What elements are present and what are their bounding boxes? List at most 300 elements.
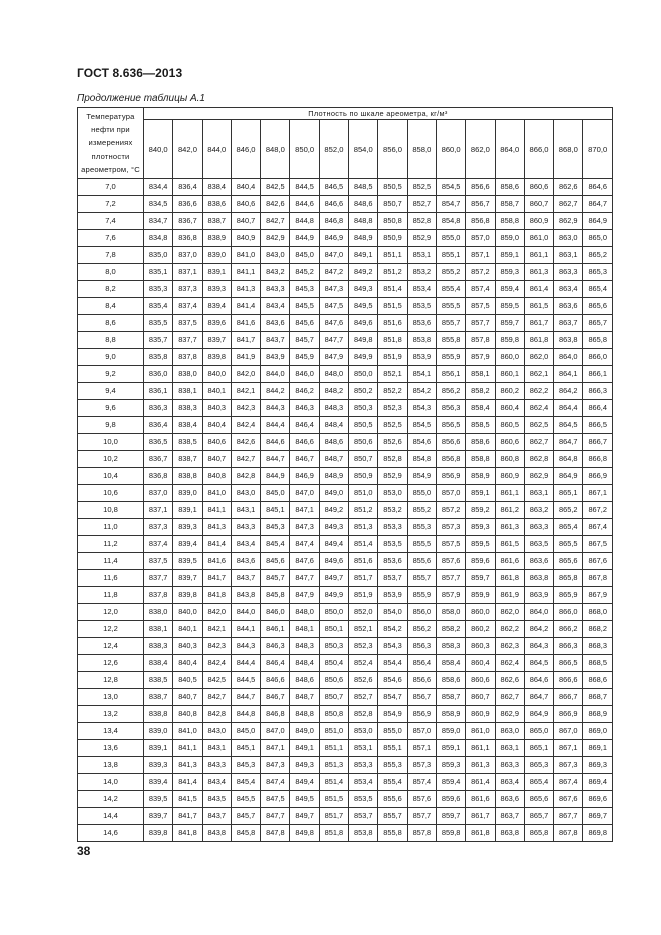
density-column-header: 844,0 [202, 120, 231, 179]
density-cell: 855,4 [436, 281, 465, 298]
density-cell: 851,6 [349, 553, 378, 570]
table-row [78, 434, 613, 451]
density-cell: 857,8 [466, 332, 495, 349]
density-column-header: 852,0 [319, 120, 348, 179]
density-cell: 863,1 [524, 485, 553, 502]
density-cell: 837,7 [144, 570, 173, 587]
density-cell: 863,8 [495, 825, 524, 842]
density-cell: 844,1 [231, 621, 260, 638]
density-cell: 869,8 [583, 825, 612, 842]
density-cell: 858,7 [436, 689, 465, 706]
temperature-cell: 11,0 [78, 519, 144, 536]
table-row [78, 332, 613, 349]
density-group-header: Плотность по шкале ареометра, кг/м³ [144, 108, 613, 120]
density-cell: 859,3 [466, 519, 495, 536]
density-cell: 851,5 [378, 298, 407, 315]
density-cell: 842,7 [261, 213, 290, 230]
density-cell: 848,9 [349, 230, 378, 247]
density-cell: 838,1 [173, 383, 202, 400]
density-cell: 852,5 [407, 179, 436, 196]
density-cell: 859,4 [495, 281, 524, 298]
density-cell: 865,0 [583, 230, 612, 247]
density-cell: 843,8 [231, 587, 260, 604]
density-cell: 843,1 [202, 740, 231, 757]
density-cell: 865,4 [524, 774, 553, 791]
density-cell: 837,0 [173, 247, 202, 264]
density-cell: 849,9 [319, 587, 348, 604]
density-cell: 846,8 [319, 213, 348, 230]
density-cell: 859,8 [436, 825, 465, 842]
density-cell: 846,0 [290, 366, 319, 383]
density-cell: 857,9 [466, 349, 495, 366]
density-cell: 856,2 [407, 621, 436, 638]
density-cell: 844,4 [231, 655, 260, 672]
density-cell: 865,0 [524, 723, 553, 740]
density-cell: 868,6 [583, 672, 612, 689]
density-cell: 841,0 [231, 247, 260, 264]
density-cell: 838,5 [144, 672, 173, 689]
temperature-cell: 10,6 [78, 485, 144, 502]
density-cell: 857,6 [407, 791, 436, 808]
density-cell: 857,4 [466, 281, 495, 298]
density-cell: 866,7 [554, 689, 583, 706]
density-cell: 840,3 [202, 400, 231, 417]
temperature-cell: 9,8 [78, 417, 144, 434]
density-cell: 845,0 [261, 485, 290, 502]
density-cell: 838,3 [144, 638, 173, 655]
density-cell: 858,2 [436, 621, 465, 638]
density-cell: 861,9 [495, 587, 524, 604]
density-cell: 858,6 [466, 434, 495, 451]
density-cell: 859,7 [495, 315, 524, 332]
density-cell: 853,7 [378, 570, 407, 587]
density-cell: 851,8 [378, 332, 407, 349]
density-cell: 857,1 [407, 740, 436, 757]
density-cell: 838,6 [202, 196, 231, 213]
density-cell: 868,7 [583, 689, 612, 706]
density-cell: 861,1 [495, 485, 524, 502]
density-cell: 855,0 [407, 485, 436, 502]
density-cell: 862,6 [495, 672, 524, 689]
density-cell: 850,2 [349, 383, 378, 400]
density-cell: 852,7 [407, 196, 436, 213]
temperature-cell: 10,8 [78, 502, 144, 519]
density-cell: 869,4 [583, 774, 612, 791]
temperature-cell: 13,4 [78, 723, 144, 740]
density-cell: 863,6 [495, 791, 524, 808]
density-cell: 840,6 [202, 434, 231, 451]
density-cell: 850,9 [349, 468, 378, 485]
density-cell: 869,1 [583, 740, 612, 757]
density-cell: 862,9 [524, 468, 553, 485]
density-cell: 845,4 [231, 774, 260, 791]
density-cell: 838,7 [202, 213, 231, 230]
density-cell: 848,0 [319, 366, 348, 383]
density-cell: 862,1 [524, 366, 553, 383]
density-cell: 869,6 [583, 791, 612, 808]
temperature-cell: 7,6 [78, 230, 144, 247]
density-cell: 839,8 [144, 825, 173, 842]
density-cell: 854,8 [436, 213, 465, 230]
density-cell: 845,3 [261, 519, 290, 536]
density-cell: 857,2 [436, 502, 465, 519]
table-row [78, 281, 613, 298]
density-cell: 865,1 [554, 485, 583, 502]
density-cell: 839,3 [144, 757, 173, 774]
density-cell: 859,6 [436, 791, 465, 808]
density-cell: 860,6 [495, 434, 524, 451]
density-cell: 853,2 [378, 502, 407, 519]
density-cell: 842,7 [202, 689, 231, 706]
density-cell: 846,6 [290, 434, 319, 451]
table-row [78, 604, 613, 621]
density-cell: 864,6 [583, 179, 612, 196]
table-row [78, 553, 613, 570]
density-cell: 859,5 [466, 536, 495, 553]
density-cell: 859,2 [466, 502, 495, 519]
density-cell: 863,0 [495, 723, 524, 740]
density-cell: 858,4 [436, 655, 465, 672]
table-row [78, 383, 613, 400]
density-cell: 847,7 [261, 808, 290, 825]
temperature-cell: 13,8 [78, 757, 144, 774]
density-cell: 847,1 [290, 502, 319, 519]
density-cell: 866,3 [554, 638, 583, 655]
density-cell: 839,0 [173, 485, 202, 502]
density-cell: 867,6 [554, 791, 583, 808]
density-cell: 867,8 [554, 825, 583, 842]
density-cell: 850,6 [319, 672, 348, 689]
density-cell: 845,4 [261, 536, 290, 553]
density-cell: 840,6 [231, 196, 260, 213]
density-cell: 855,4 [378, 774, 407, 791]
density-cell: 858,2 [466, 383, 495, 400]
density-cell: 839,5 [144, 791, 173, 808]
temperature-cell: 10,0 [78, 434, 144, 451]
density-cell: 861,0 [524, 230, 553, 247]
density-cell: 845,0 [231, 723, 260, 740]
density-cell: 844,9 [261, 468, 290, 485]
density-cell: 837,8 [144, 587, 173, 604]
density-cell: 861,4 [524, 281, 553, 298]
density-cell: 860,2 [495, 383, 524, 400]
density-cell: 862,0 [495, 604, 524, 621]
density-cell: 848,9 [319, 468, 348, 485]
density-cell: 865,8 [583, 332, 612, 349]
density-cell: 853,2 [407, 264, 436, 281]
density-cell: 855,7 [436, 315, 465, 332]
density-cell: 848,3 [290, 638, 319, 655]
density-cell: 836,5 [144, 434, 173, 451]
density-cell: 847,6 [319, 315, 348, 332]
density-cell: 834,4 [144, 179, 173, 196]
temperature-cell: 10,2 [78, 451, 144, 468]
temperature-cell: 7,0 [78, 179, 144, 196]
density-cell: 865,6 [554, 553, 583, 570]
density-cell: 863,8 [554, 332, 583, 349]
density-cell: 867,9 [583, 587, 612, 604]
table-row [78, 638, 613, 655]
density-cell: 861,6 [466, 791, 495, 808]
density-cell: 869,3 [583, 757, 612, 774]
density-cell: 838,7 [144, 689, 173, 706]
density-cell: 867,1 [554, 740, 583, 757]
density-cell: 856,5 [436, 417, 465, 434]
density-cell: 843,6 [261, 315, 290, 332]
density-cell: 842,4 [231, 417, 260, 434]
density-cell: 841,6 [231, 315, 260, 332]
density-cell: 849,1 [290, 740, 319, 757]
density-cell: 860,6 [466, 672, 495, 689]
density-cell: 852,3 [378, 400, 407, 417]
density-cell: 843,4 [261, 298, 290, 315]
temperature-cell: 8,8 [78, 332, 144, 349]
density-cell: 860,8 [495, 451, 524, 468]
density-cell: 837,8 [173, 349, 202, 366]
density-cell: 858,8 [466, 451, 495, 468]
density-cell: 845,6 [290, 315, 319, 332]
density-cell: 866,0 [583, 349, 612, 366]
page-number: 38 [77, 844, 91, 858]
density-cell: 866,9 [554, 706, 583, 723]
density-cell: 861,8 [524, 332, 553, 349]
density-cell: 836,7 [144, 451, 173, 468]
density-cell: 850,0 [349, 366, 378, 383]
density-cell: 864,5 [524, 655, 553, 672]
density-cell: 853,5 [349, 791, 378, 808]
density-cell: 836,8 [144, 468, 173, 485]
density-cell: 838,8 [144, 706, 173, 723]
density-cell: 845,6 [261, 553, 290, 570]
density-cell: 840,3 [173, 638, 202, 655]
density-cell: 858,8 [495, 213, 524, 230]
density-cell: 846,6 [261, 672, 290, 689]
density-cell: 837,3 [144, 519, 173, 536]
density-cell: 863,7 [554, 315, 583, 332]
density-cell: 856,7 [466, 196, 495, 213]
density-cell: 861,3 [495, 519, 524, 536]
density-cell: 843,0 [202, 723, 231, 740]
density-cell: 845,1 [231, 740, 260, 757]
temperature-cell: 13,2 [78, 706, 144, 723]
density-cell: 836,7 [173, 213, 202, 230]
density-cell: 842,8 [231, 468, 260, 485]
density-cell: 849,5 [349, 298, 378, 315]
density-cell: 839,1 [144, 740, 173, 757]
temperature-cell: 9,0 [78, 349, 144, 366]
table-caption: Продолжение таблицы А.1 [77, 93, 205, 104]
density-cell: 861,8 [466, 825, 495, 842]
density-cell: 867,1 [583, 485, 612, 502]
density-cell: 846,0 [261, 604, 290, 621]
density-cell: 842,1 [202, 621, 231, 638]
table-row [78, 655, 613, 672]
density-cell: 838,0 [144, 604, 173, 621]
density-cell: 861,3 [524, 264, 553, 281]
density-cell: 845,8 [261, 587, 290, 604]
density-cell: 850,5 [378, 179, 407, 196]
density-cell: 855,2 [436, 264, 465, 281]
density-cell: 865,6 [524, 791, 553, 808]
density-cell: 850,3 [319, 638, 348, 655]
temperature-cell: 8,2 [78, 281, 144, 298]
density-cell: 843,4 [202, 774, 231, 791]
density-cell: 852,1 [349, 621, 378, 638]
density-cell: 864,0 [524, 604, 553, 621]
density-cell: 849,7 [319, 570, 348, 587]
density-cell: 847,7 [290, 570, 319, 587]
density-cell: 860,0 [466, 604, 495, 621]
density-cell: 850,3 [349, 400, 378, 417]
density-column-header: 864,0 [495, 120, 524, 179]
density-cell: 844,0 [261, 366, 290, 383]
density-cell: 860,1 [495, 366, 524, 383]
density-cell: 854,2 [407, 383, 436, 400]
density-cell: 857,6 [436, 553, 465, 570]
density-cell: 855,8 [436, 332, 465, 349]
temperature-cell: 9,4 [78, 383, 144, 400]
density-cell: 839,7 [202, 332, 231, 349]
density-cell: 845,7 [261, 570, 290, 587]
density-cell: 845,1 [261, 502, 290, 519]
density-cell: 868,9 [583, 706, 612, 723]
density-cell: 849,6 [349, 315, 378, 332]
density-cell: 857,5 [436, 536, 465, 553]
density-cell: 852,9 [378, 468, 407, 485]
density-cell: 863,6 [524, 553, 553, 570]
density-cell: 859,3 [495, 264, 524, 281]
density-cell: 856,6 [466, 179, 495, 196]
density-cell: 855,3 [378, 757, 407, 774]
density-cell: 866,3 [583, 383, 612, 400]
density-cell: 864,4 [554, 400, 583, 417]
density-cell: 838,9 [202, 230, 231, 247]
density-cell: 847,4 [261, 774, 290, 791]
density-cell: 841,4 [173, 774, 202, 791]
density-cell: 840,9 [231, 230, 260, 247]
density-cell: 852,2 [378, 383, 407, 400]
density-cell: 860,6 [524, 179, 553, 196]
density-cell: 851,4 [378, 281, 407, 298]
density-cell: 849,5 [290, 791, 319, 808]
density-cell: 865,4 [554, 519, 583, 536]
temperature-cell: 7,2 [78, 196, 144, 213]
temperature-cell: 11,2 [78, 536, 144, 553]
density-cell: 843,7 [231, 570, 260, 587]
density-cell: 848,6 [290, 672, 319, 689]
temperature-cell: 14,2 [78, 791, 144, 808]
density-cell: 836,1 [144, 383, 173, 400]
density-cell: 844,5 [290, 179, 319, 196]
density-cell: 857,0 [466, 230, 495, 247]
table-row [78, 672, 613, 689]
density-cell: 851,1 [319, 740, 348, 757]
density-cell: 839,3 [173, 519, 202, 536]
temperature-cell: 13,6 [78, 740, 144, 757]
density-cell: 843,3 [261, 281, 290, 298]
density-cell: 860,3 [466, 638, 495, 655]
density-cell: 852,6 [378, 434, 407, 451]
density-cell: 850,7 [319, 689, 348, 706]
density-cell: 850,8 [378, 213, 407, 230]
density-cell: 845,9 [290, 349, 319, 366]
density-cell: 843,8 [202, 825, 231, 842]
density-cell: 849,2 [319, 502, 348, 519]
density-cell: 857,1 [466, 247, 495, 264]
density-cell: 852,8 [349, 706, 378, 723]
density-cell: 855,9 [407, 587, 436, 604]
density-cell: 849,7 [290, 808, 319, 825]
density-cell: 857,7 [466, 315, 495, 332]
density-cell: 845,3 [290, 281, 319, 298]
density-cell: 851,0 [319, 723, 348, 740]
density-column-header: 858,0 [407, 120, 436, 179]
density-cell: 854,0 [378, 604, 407, 621]
density-cell: 851,7 [349, 570, 378, 587]
density-cell: 847,6 [290, 553, 319, 570]
density-cell: 836,8 [173, 230, 202, 247]
temperature-cell: 14,6 [78, 825, 144, 842]
density-cell: 859,1 [436, 740, 465, 757]
density-cell: 864,5 [554, 417, 583, 434]
density-cell: 848,2 [319, 383, 348, 400]
density-cell: 856,0 [407, 604, 436, 621]
density-cell: 856,3 [436, 400, 465, 417]
density-cell: 854,8 [407, 451, 436, 468]
density-cell: 842,5 [261, 179, 290, 196]
density-cell: 840,0 [173, 604, 202, 621]
temperature-cell: 7,4 [78, 213, 144, 230]
density-cell: 859,9 [466, 587, 495, 604]
density-cell: 844,4 [261, 417, 290, 434]
temperature-cell: 9,6 [78, 400, 144, 417]
density-cell: 852,6 [349, 672, 378, 689]
density-cell: 847,7 [319, 332, 348, 349]
table-row [78, 349, 613, 366]
density-cell: 862,2 [495, 621, 524, 638]
density-cell: 869,7 [583, 808, 612, 825]
density-cell: 860,5 [495, 417, 524, 434]
density-cell: 851,6 [378, 315, 407, 332]
density-cell: 843,7 [261, 332, 290, 349]
density-cell: 838,0 [173, 366, 202, 383]
density-cell: 864,7 [524, 689, 553, 706]
table-row [78, 468, 613, 485]
table-row [78, 570, 613, 587]
table-row [78, 825, 613, 842]
density-cell: 842,3 [231, 400, 260, 417]
table-row [78, 791, 613, 808]
density-cell: 859,5 [495, 298, 524, 315]
density-cell: 848,6 [319, 434, 348, 451]
density-cell: 848,8 [349, 213, 378, 230]
density-cell: 849,0 [290, 723, 319, 740]
density-cell: 839,8 [202, 349, 231, 366]
density-cell: 847,3 [319, 281, 348, 298]
density-cell: 858,7 [495, 196, 524, 213]
table-row [78, 247, 613, 264]
density-cell: 861,2 [495, 502, 524, 519]
density-cell: 839,8 [173, 587, 202, 604]
density-cell: 854,7 [436, 196, 465, 213]
density-cell: 855,5 [407, 536, 436, 553]
density-cell: 864,8 [554, 451, 583, 468]
temperature-cell: 12,6 [78, 655, 144, 672]
density-cell: 856,9 [436, 468, 465, 485]
table-row [78, 366, 613, 383]
density-cell: 842,6 [261, 196, 290, 213]
density-cell: 849,8 [290, 825, 319, 842]
